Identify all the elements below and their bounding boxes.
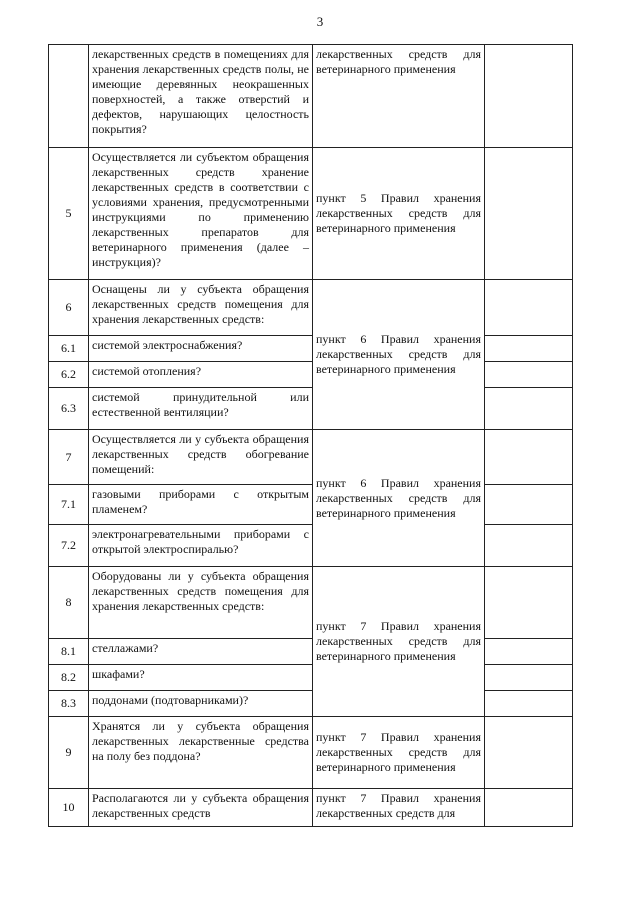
answer-cell xyxy=(485,430,573,485)
question-text: стеллажами? xyxy=(89,639,313,665)
answer-cell xyxy=(485,148,573,280)
question-text: системой отопления? xyxy=(89,362,313,388)
legal-reference: пункт 7 Правил хранения лекарственных средств для xyxy=(313,789,485,827)
checklist-table xyxy=(48,44,573,827)
row-number: 6.3 xyxy=(49,388,89,430)
table-row xyxy=(49,665,573,691)
legal-reference: лекарственных средств для ветеринарного применения xyxy=(313,45,485,148)
table-row xyxy=(49,691,573,717)
legal-reference: пункт 6 Правил хранения лекарственных средств для ветеринарного применения xyxy=(313,430,485,567)
table-row xyxy=(49,336,573,362)
page-number: 3 xyxy=(316,14,324,29)
row-number xyxy=(49,45,89,148)
table-row xyxy=(49,485,573,525)
table-row xyxy=(49,362,573,388)
answer-cell xyxy=(485,691,573,717)
answer-cell xyxy=(485,362,573,388)
legal-reference: пункт 7 Правил хранения лекарственных средств для ветеринарного применения xyxy=(313,567,485,717)
answer-cell xyxy=(485,639,573,665)
answer-cell xyxy=(485,567,573,639)
legal-reference: пункт 5 Правил хранения лекарственных средств для ветеринарного применения xyxy=(313,148,485,280)
question-text: шкафами? xyxy=(89,665,313,691)
table-row xyxy=(49,430,573,485)
answer-cell xyxy=(485,717,573,789)
question-text: электронагревательными приборами с открытой электроспиралью? xyxy=(89,525,313,567)
table-row xyxy=(49,717,573,789)
row-number: 7.1 xyxy=(49,485,89,525)
row-number: 8 xyxy=(49,567,89,639)
table-row xyxy=(49,148,573,280)
question-text: Осуществляется ли субъектом обращения лекарственных средств хранение лекарственных средств в соответствии с условиями хранения, предусмотренными инструкциями по применению лекарственных препаратов для ветеринарного применения (далее – инструкция)? xyxy=(89,148,313,280)
question-text: Оснащены ли у субъекта обращения лекарственных средств помещения для хранения лекарственных средств: xyxy=(89,280,313,336)
answer-cell xyxy=(485,525,573,567)
answer-cell xyxy=(485,336,573,362)
answer-cell xyxy=(485,280,573,336)
table-row xyxy=(49,525,573,567)
legal-reference: пункт 7 Правил хранения лекарственных средств для ветеринарного применения xyxy=(313,717,485,789)
row-number: 5 xyxy=(49,148,89,280)
answer-cell xyxy=(485,388,573,430)
question-text: лекарственных средств в помещениях для хранения лекарственных средств полы, не имеющие деревянных неокрашенных поверхностей, а также отверстий и дефектов, нарушающих целостность покрытия? xyxy=(89,45,313,148)
question-text: системой электроснабжения? xyxy=(89,336,313,362)
question-text: газовыми приборами с открытым пламенем? xyxy=(89,485,313,525)
question-text: Хранятся ли у субъекта обращения лекарственных лекарственные средства на полу без поддона? xyxy=(89,717,313,789)
table-row xyxy=(49,45,573,148)
table-row xyxy=(49,567,573,639)
row-number: 6.1 xyxy=(49,336,89,362)
question-text: Оборудованы ли у субъекта обращения лекарственных средств помещения для хранения лекарственных средств: xyxy=(89,567,313,639)
row-number: 6 xyxy=(49,280,89,336)
row-number: 8.3 xyxy=(49,691,89,717)
answer-cell xyxy=(485,665,573,691)
row-number: 8.2 xyxy=(49,665,89,691)
question-text: системой принудительной или естественной вентиляции? xyxy=(89,388,313,430)
answer-cell xyxy=(485,45,573,148)
question-text: поддонами (подтоварниками)? xyxy=(89,691,313,717)
answer-cell xyxy=(485,789,573,827)
row-number: 7 xyxy=(49,430,89,485)
table-row xyxy=(49,388,573,430)
answer-cell xyxy=(485,485,573,525)
question-text: Осуществляется ли у субъекта обращения лекарственных средств обогревание помещений: xyxy=(89,430,313,485)
row-number: 6.2 xyxy=(49,362,89,388)
row-number: 9 xyxy=(49,717,89,789)
legal-reference: пункт 6 Правил хранения лекарственных средств для ветеринарного применения xyxy=(313,280,485,430)
table-row xyxy=(49,639,573,665)
question-text: Располагаются ли у субъекта обращения лекарственных средств xyxy=(89,789,313,827)
row-number: 8.1 xyxy=(49,639,89,665)
row-number: 7.2 xyxy=(49,525,89,567)
table-row xyxy=(49,789,573,827)
table-row xyxy=(49,280,573,336)
row-number: 10 xyxy=(49,789,89,827)
